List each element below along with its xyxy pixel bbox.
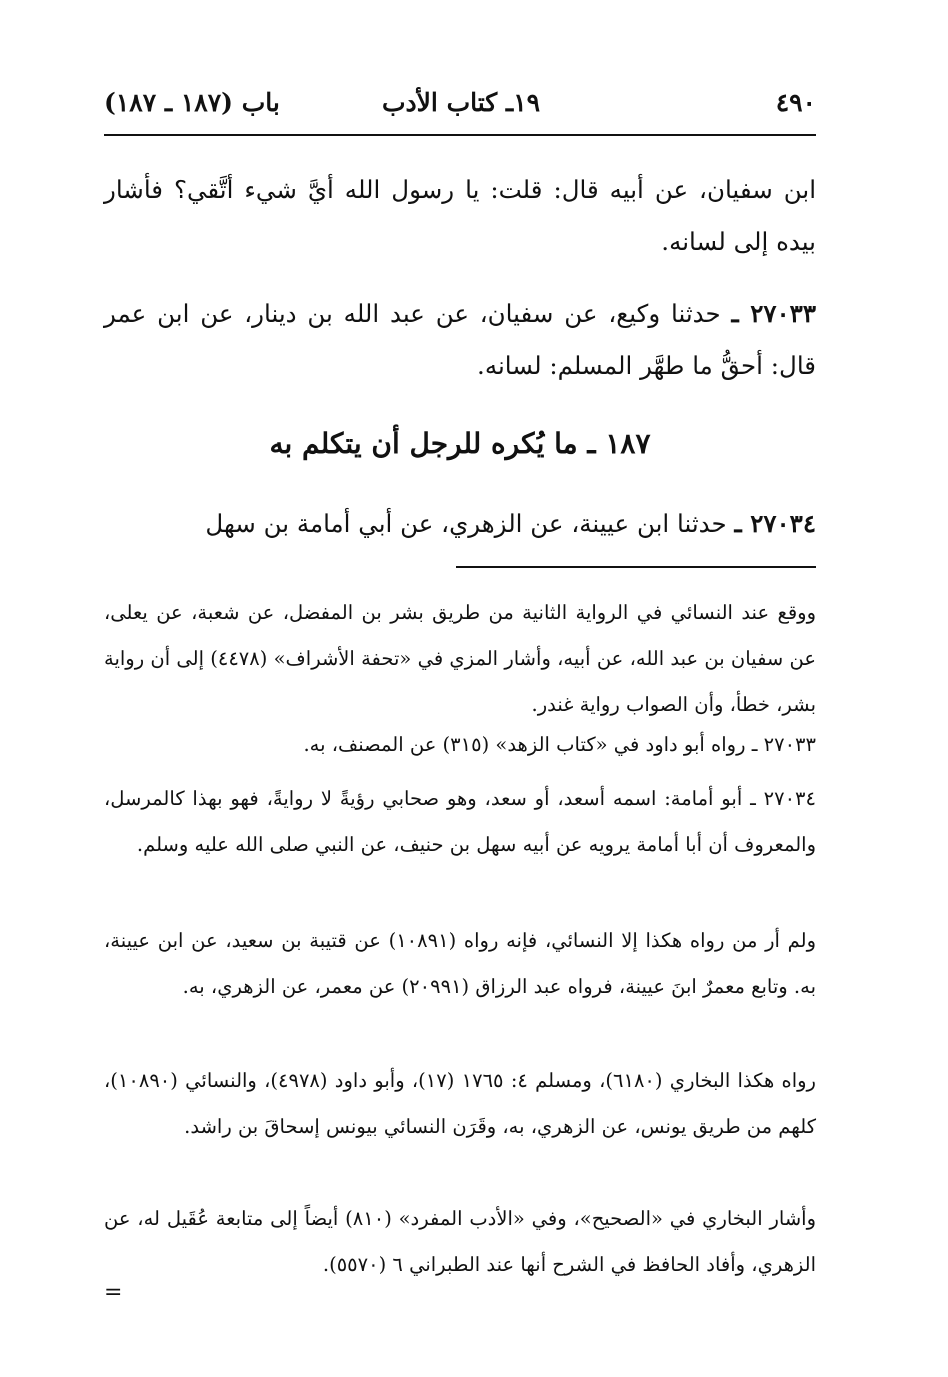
- main-paragraph-continuation: ابن سفيان، عن أبيه قال: قلت: يا رسول الله أيَّ شيء أتَّقي؟ فأشار بيده إلى لسانه.: [104, 175, 816, 256]
- hadith-27034: [104, 498, 816, 550]
- hadith-text: حدثنا ابن عيينة، عن الزهري، عن أبي أمامة بن سهل: [205, 509, 735, 538]
- footnote-paragraph: رواه هكذا البخاري (٦١٨٠)، ومسلم ٤: ١٧٦٥ (١٧)، وأبو داود (٤٩٧٨)، والنسائي (١٠٨٩٠)، كلهم من طريق يونس، عن الزهري، به، وقَرَن النسائي بيونس إسحاقَ بن راشد.: [104, 1069, 816, 1138]
- page-header: [104, 88, 816, 128]
- hadith-number: ٢٧٠٣٤ ـ: [734, 509, 816, 538]
- footnote-paragraph: ٢٧٠٣٣ ـ رواه أبو داود في «كتاب الزهد» (٣١٥) عن المصنف، به.: [303, 733, 816, 756]
- footnote-continuation-mark: =: [104, 1280, 123, 1305]
- chapter-range: باب (١٨٧ ـ ١٨٧): [104, 88, 280, 117]
- page-number: ٤٩٠: [775, 88, 816, 117]
- footnote-paragraph: ولم أر من رواه هكذا إلا النسائي، فإنه رواه (١٠٨٩١) عن قتيبة بن سعيد، عن ابن عيينة، به. وتابع معمرٌ ابنَ عيينة، فرواه عبد الرزاق (٢٠٩٩١) عن معمر، عن الزهري، به.: [104, 929, 817, 998]
- footnote-paragraph: ووقع عند النسائي في الرواية الثانية من طريق بشر بن المفضل، عن شعبة، عن يعلى، عن سفيان بن عبد الله، عن أبيه، وأشار المزي في «تحفة الأشراف» (٤٤٧٨) إلى أن رواية بشر، خطأ، وأن الصواب رواية غندر.: [104, 601, 817, 716]
- header-rule: [104, 134, 816, 136]
- footnote-separator: [456, 566, 816, 568]
- footnote-paragraph: وأشار البخاري في «الصحيح»، وفي «الأدب المفرد» (٨١٠) أيضاً إلى متابعة عُقَيل له، عن الزهري، وأفاد الحافظ في الشرح أنها عند الطبراني ٦ (٥٥٧٠).: [104, 1207, 816, 1276]
- hadith-number: ٢٧٠٣٣ ـ: [731, 299, 816, 328]
- hadith-27033: [104, 288, 816, 392]
- footnote-paragraph: ٢٧٠٣٤ ـ أبو أمامة: اسمه أسعد، أو سعد، وهو صحابي رؤيةً لا روايةً، فهو بهذا كالمرسل، والمعروف أن أبا أمامة يرويه عن أبيه سهل بن حنيف، عن النبي صلى الله عليه وسلم.: [104, 787, 816, 856]
- hadith-text: حدثنا وكيع، عن سفيان، عن عبد الله بن دينار، عن ابن عمر قال: أحقُّ ما طهَّر المسلم: لسانه.: [104, 299, 816, 380]
- section-heading: ١٨٧ ـ ما يُكره للرجل أن يتكلم به: [269, 427, 651, 460]
- book-title: ١٩ـ كتاب الأدب: [382, 88, 541, 117]
